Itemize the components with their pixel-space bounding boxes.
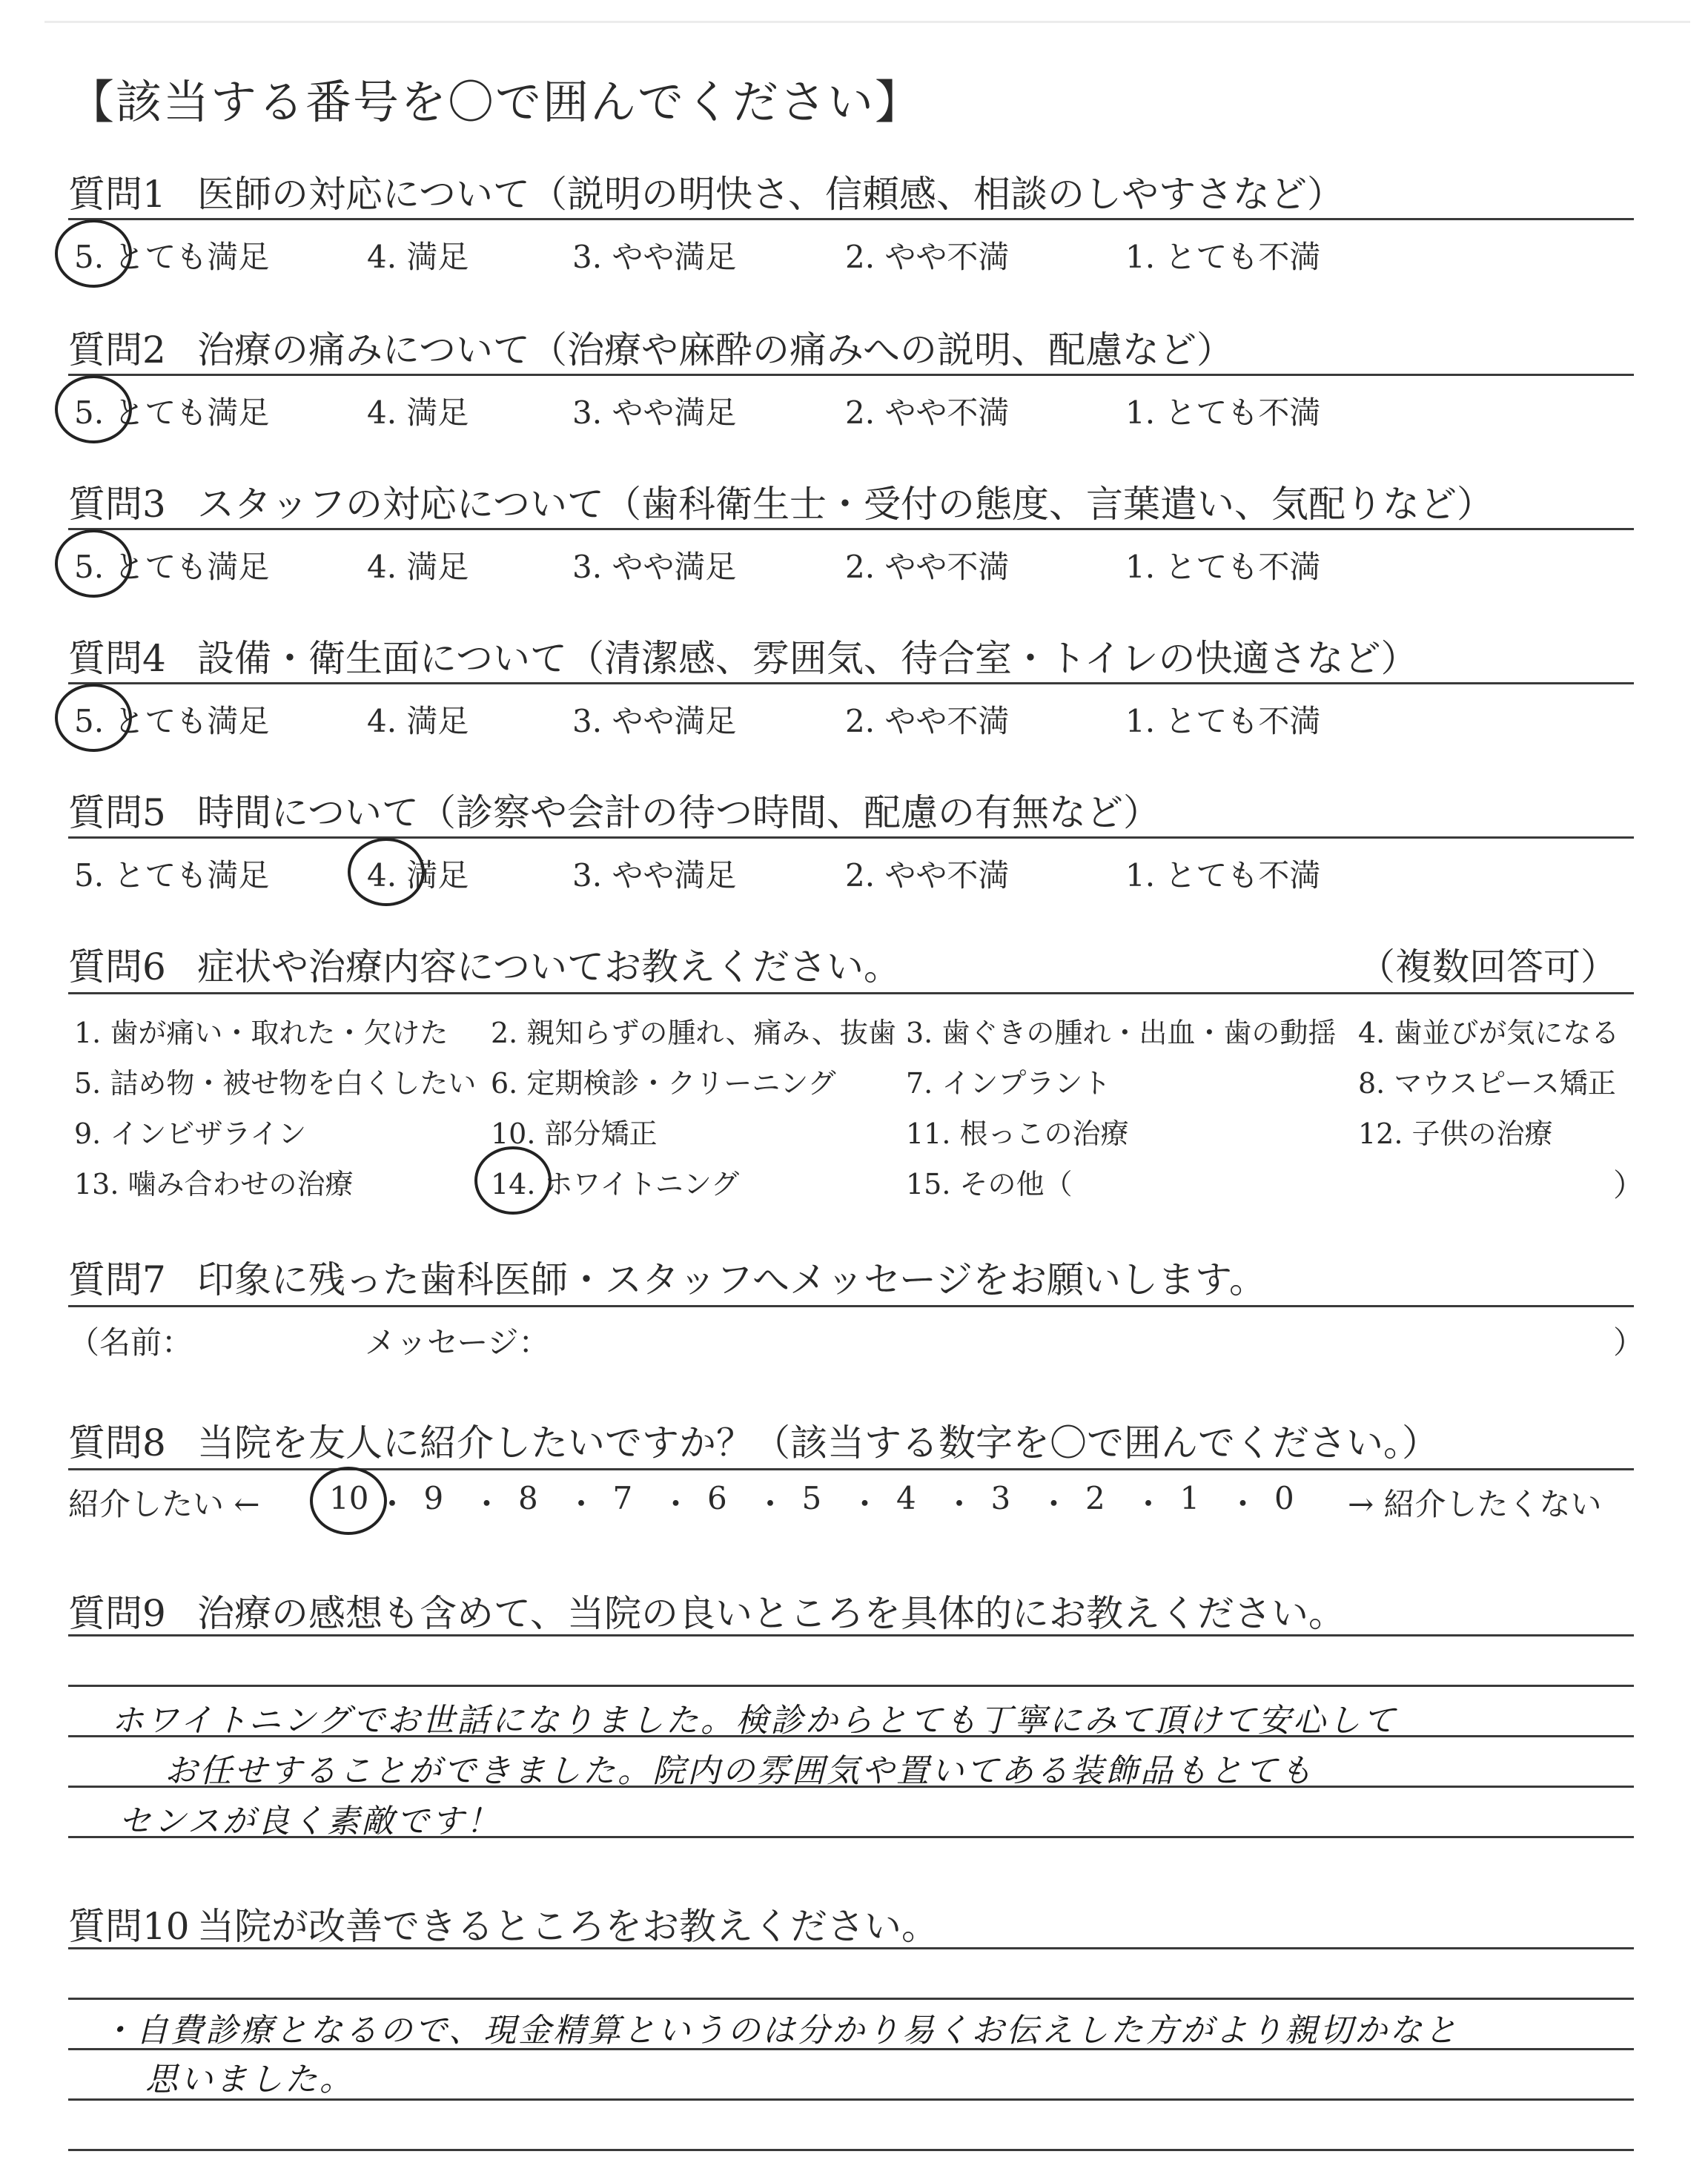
answer-line <box>68 2149 1634 2151</box>
scale-separator: ・ <box>1133 1486 1165 1522</box>
question-7-header <box>68 1250 1266 1304</box>
treatment-option[interactable]: 7. インプラント <box>906 1067 1111 1100</box>
question-text: 治療の痛みについて（治療や麻酔の痛みへの説明、配慮など） <box>197 328 1234 371</box>
selected-answer-circle <box>55 375 132 443</box>
question-7-rule <box>68 1305 1634 1307</box>
question-4-header <box>68 629 1418 682</box>
rating-option-3[interactable]: 3. やや満足 <box>572 394 737 431</box>
recommend-score-3[interactable]: 3 <box>990 1480 1011 1516</box>
treatment-option[interactable]: 15. その他（ <box>906 1168 1073 1200</box>
scale-separator: ・ <box>660 1486 692 1522</box>
answer-line <box>68 1685 1634 1687</box>
treatment-option[interactable]: 8. マウスピース矯正 <box>1358 1067 1616 1100</box>
question-text: 設備・衛生面について（清潔感、雰囲気、待合室・トイレの快適さなど） <box>197 637 1418 680</box>
question-number: 質問7 <box>68 1258 166 1301</box>
question-1-rule <box>68 218 1634 220</box>
rating-option-5[interactable]: 5. とても満足 <box>74 703 270 739</box>
question-4-rule <box>68 682 1634 684</box>
rating-option-5[interactable]: 5. とても満足 <box>74 857 270 894</box>
question-5-rule <box>68 836 1634 839</box>
treatment-option[interactable]: 2. 親知らずの腫れ、痛み、抜歯 <box>491 1017 896 1049</box>
recommend-score-10[interactable]: 10 <box>329 1480 369 1516</box>
question-number: 質問2 <box>68 328 166 371</box>
treatment-option[interactable]: 11. 根っこの治療 <box>906 1117 1129 1150</box>
answer-line <box>68 1998 1634 2000</box>
question-number: 質問9 <box>68 1592 166 1635</box>
question-number: 質問1 <box>68 173 166 216</box>
scale-separator: ・ <box>1227 1486 1259 1522</box>
question-8-header <box>68 1413 1439 1467</box>
scale-separator: ・ <box>1038 1486 1070 1522</box>
question-5-header <box>68 783 1160 836</box>
handwritten-answer-line: ・自費診療となるので、現金精算というのは分かり易くお伝えした方がより親切かなと <box>101 2012 1460 2050</box>
scale-separator: ・ <box>755 1486 787 1522</box>
selected-answer-circle <box>348 838 425 906</box>
form-close-paren: ） <box>1613 1324 1645 1361</box>
recommend-left-label: 紹介したい ← <box>68 1486 260 1522</box>
question-6-header <box>68 937 901 991</box>
rating-option-5[interactable]: 5. とても満足 <box>74 549 270 585</box>
scale-separator: ・ <box>849 1486 881 1522</box>
rating-option-2[interactable]: 2. やや不満 <box>845 394 1010 431</box>
selected-answer-circle <box>55 684 132 752</box>
question-text: スタッフの対応について（歯科衛生士・受付の態度、言葉遣い、気配りなど） <box>197 483 1494 526</box>
recommend-score-9[interactable]: 9 <box>423 1480 444 1516</box>
answer-line <box>68 1947 1634 1949</box>
rating-option-4[interactable]: 4. 満足 <box>367 549 469 585</box>
question-1-header <box>68 165 1344 218</box>
selected-answer-circle <box>55 219 132 288</box>
sheet-title: 【該当する番号を〇で囲んでください】 <box>68 75 923 129</box>
question-number: 質問5 <box>68 791 166 834</box>
treatment-option[interactable]: 1. 歯が痛い・取れた・欠けた <box>74 1017 448 1049</box>
scan-edge <box>44 21 1690 23</box>
message-field-label[interactable]: メッセージ： <box>365 1324 550 1361</box>
question-number: 質問6 <box>68 945 166 988</box>
question-number: 質問10 <box>68 1905 190 1948</box>
rating-option-5[interactable]: 5. とても満足 <box>74 239 270 275</box>
handwritten-answer-line: ホワイトニングでお世話になりました。検診からとても丁寧にみて頂けて安心して <box>111 1702 1398 1740</box>
treatment-option[interactable]: 12. 子供の治療 <box>1358 1117 1553 1150</box>
rating-option-1[interactable]: 1. とても不満 <box>1125 703 1321 739</box>
rating-option-4[interactable]: 4. 満足 <box>367 394 469 431</box>
question-text: 時間について（診察や会計の待つ時間、配慮の有無など） <box>197 791 1160 834</box>
question-text: 当院を友人に紹介したいですか？（該当する数字を〇で囲んでください。） <box>197 1421 1439 1464</box>
treatment-option[interactable]: 3. 歯ぐきの腫れ・出血・歯の動揺 <box>906 1017 1337 1049</box>
question-10-header <box>68 1897 939 1950</box>
question-6-rule <box>68 992 1634 994</box>
question-text: 当院が改善できるところをお教えください。 <box>197 1905 939 1948</box>
recommend-right-label: → 紹介したくない <box>1348 1486 1602 1522</box>
selected-answer-circle <box>55 529 132 598</box>
rating-option-4[interactable]: 4. 満足 <box>367 703 469 739</box>
recommend-score-7[interactable]: 7 <box>612 1480 633 1516</box>
treatment-option[interactable]: 9. インビザライン <box>74 1117 307 1150</box>
handwritten-answer-line: センスが良く素敵です！ <box>119 1803 501 1840</box>
treatment-option[interactable]: 5. 詰め物・被せ物を白くしたい <box>74 1067 477 1100</box>
question-2-rule <box>68 374 1634 376</box>
name-field-label[interactable]: （名前： <box>68 1324 193 1361</box>
rating-option-2[interactable]: 2. やや不満 <box>845 857 1010 894</box>
multiple-answer-note: （複数回答可） <box>1358 945 1618 988</box>
question-number: 質問8 <box>68 1421 166 1464</box>
rating-option-4[interactable]: 4. 満足 <box>367 239 469 275</box>
selected-treatment-circle <box>474 1146 552 1215</box>
rating-option-5[interactable]: 5. とても満足 <box>74 394 270 431</box>
question-8-rule <box>68 1468 1634 1470</box>
treatment-option[interactable]: 13. 噛み合わせの治療 <box>74 1168 354 1200</box>
rating-option-1[interactable]: 1. とても不満 <box>1125 857 1321 894</box>
handwritten-answer-line: お任せすることができました。院内の雰囲気や置いてある装飾品もとても <box>165 1752 1314 1790</box>
handwritten-answer-line: 思いました。 <box>145 2061 354 2098</box>
selected-score-circle <box>310 1467 387 1535</box>
rating-option-3[interactable]: 3. やや満足 <box>572 239 737 275</box>
recommend-score-5[interactable]: 5 <box>801 1480 822 1516</box>
question-number: 質問4 <box>68 637 166 680</box>
question-text: 印象に残った歯科医師・スタッフへメッセージをお願いします。 <box>197 1258 1266 1301</box>
recommend-score-4[interactable]: 4 <box>896 1480 916 1516</box>
rating-option-2[interactable]: 2. やや不満 <box>845 239 1010 275</box>
recommend-score-1[interactable]: 1 <box>1179 1480 1200 1516</box>
recommend-score-6[interactable]: 6 <box>707 1480 727 1516</box>
recommend-score-8[interactable]: 8 <box>518 1480 538 1516</box>
question-9-header <box>68 1584 1345 1637</box>
scale-separator: ・ <box>944 1486 976 1522</box>
rating-option-2[interactable]: 2. やや不満 <box>845 703 1010 739</box>
treatment-option[interactable]: 6. 定期検診・クリーニング <box>491 1067 836 1100</box>
recommend-score-2[interactable]: 2 <box>1085 1480 1105 1516</box>
treatment-option[interactable]: 10. 部分矯正 <box>491 1117 658 1150</box>
rating-option-3[interactable]: 3. やや満足 <box>572 857 737 894</box>
rating-option-1[interactable]: 1. とても不満 <box>1125 239 1321 275</box>
rating-option-4[interactable]: 4. 満足 <box>367 857 469 894</box>
other-close-paren: ） <box>1613 1167 1645 1203</box>
recommend-score-0[interactable]: 0 <box>1274 1480 1294 1516</box>
scale-separator: ・ <box>566 1486 598 1522</box>
treatment-option[interactable]: 14. ホワイトニング <box>491 1168 740 1200</box>
answer-line <box>68 1634 1634 1636</box>
scale-separator: ・ <box>377 1486 408 1522</box>
question-text: 症状や治療内容についてお教えください。 <box>197 945 901 988</box>
question-text: 医師の対応について（説明の明快さ、信頼感、相談のしやすさなど） <box>197 173 1344 216</box>
question-2-header <box>68 320 1234 374</box>
scale-separator: ・ <box>471 1486 503 1522</box>
rating-option-1[interactable]: 1. とても不満 <box>1125 394 1321 431</box>
rating-option-3[interactable]: 3. やや満足 <box>572 549 737 585</box>
treatment-option[interactable]: 4. 歯並びが気になる <box>1358 1017 1620 1049</box>
rating-option-1[interactable]: 1. とても不満 <box>1125 549 1321 585</box>
rating-option-3[interactable]: 3. やや満足 <box>572 703 737 739</box>
rating-option-2[interactable]: 2. やや不満 <box>845 549 1010 585</box>
question-number: 質問3 <box>68 483 166 526</box>
question-3-rule <box>68 528 1634 530</box>
question-text: 治療の感想も含めて、当院の良いところを具体的にお教えください。 <box>197 1592 1345 1635</box>
question-3-header <box>68 475 1494 528</box>
